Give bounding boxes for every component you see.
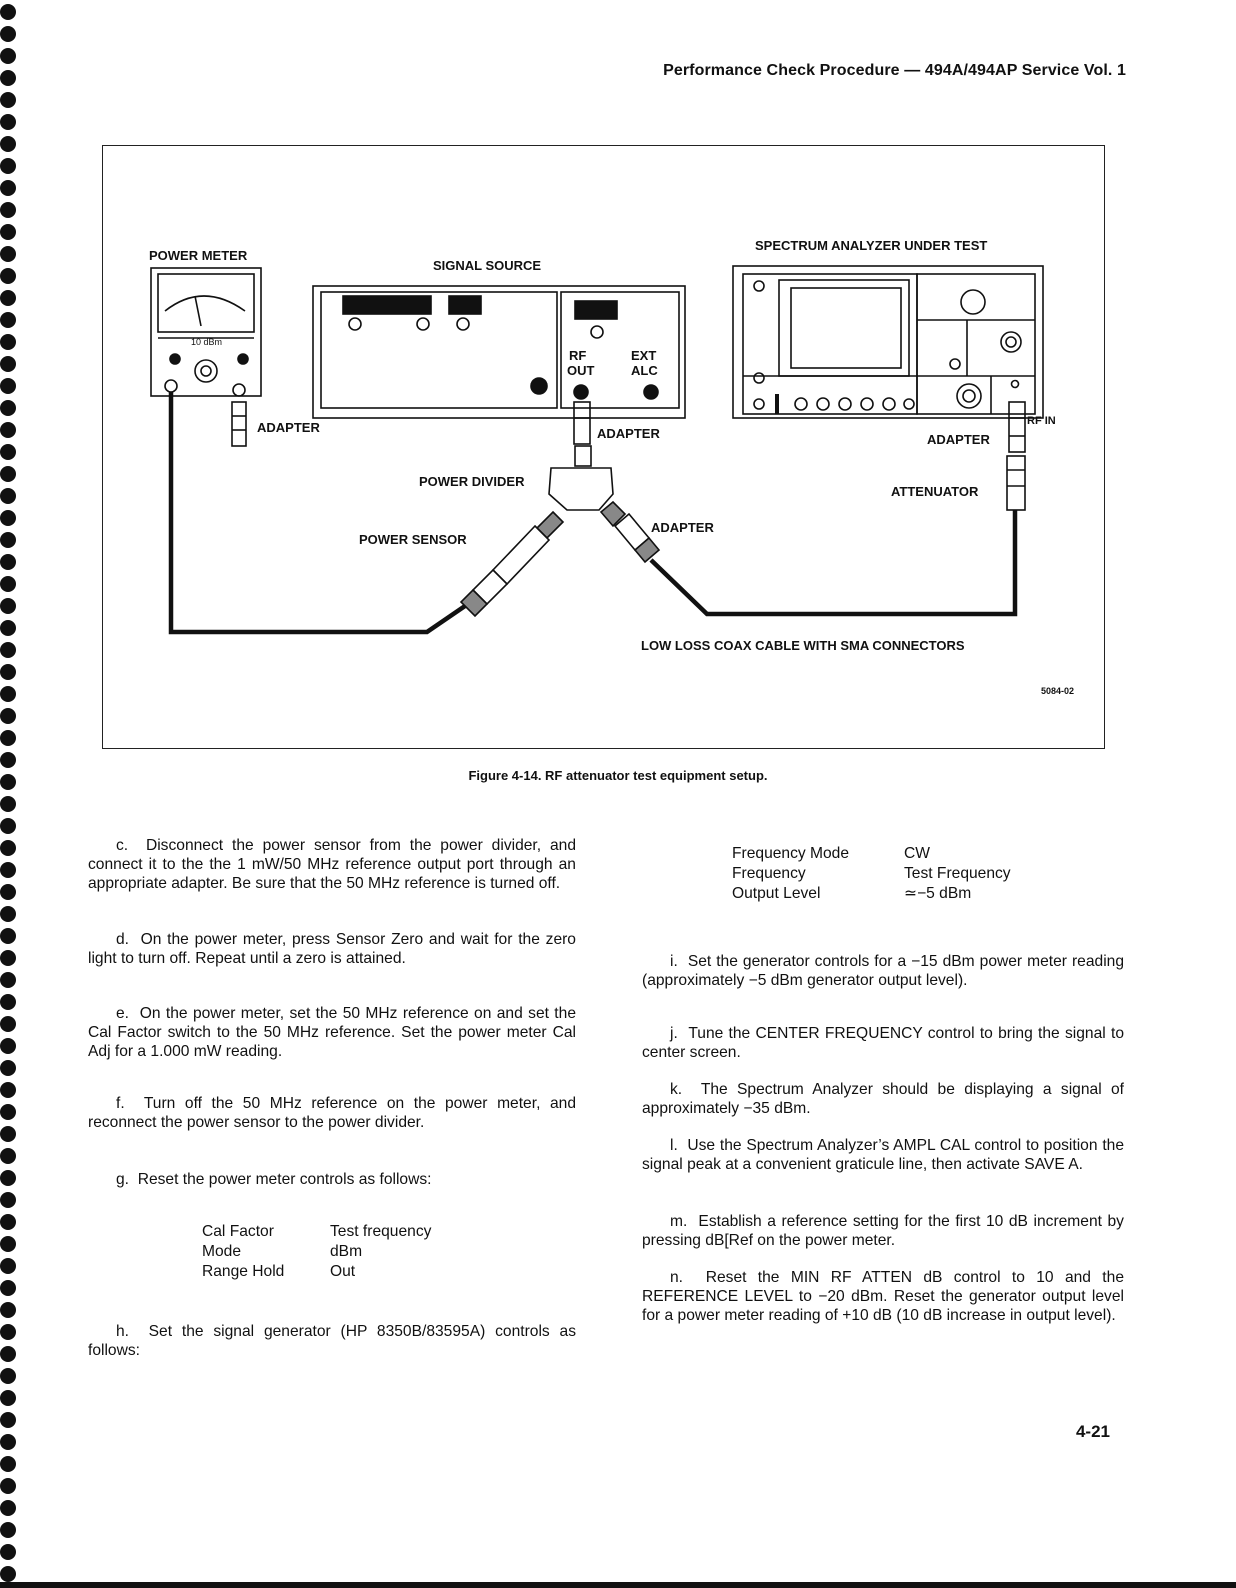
binder-hole xyxy=(0,312,16,328)
binder-hole xyxy=(0,356,16,372)
settings-row: Range Hold Out xyxy=(202,1263,356,1280)
settings-row: Cal Factor Test frequency xyxy=(202,1223,432,1240)
spectrum-analyzer-label: SPECTRUM ANALYZER UNDER TEST xyxy=(755,238,988,253)
binder-hole xyxy=(0,1522,16,1538)
binder-hole xyxy=(0,136,16,152)
settings-row: Mode dBm xyxy=(202,1243,363,1260)
adapter-analyzer-label: ADAPTER xyxy=(927,432,990,447)
binder-hole xyxy=(0,1412,16,1428)
binder-hole xyxy=(0,510,16,526)
binder-hole xyxy=(0,224,16,240)
step-k-text: The Spectrum Analyzer should be displaying a signal of approximately −35 dBm. xyxy=(642,1081,1125,1117)
step-c-lead: c. xyxy=(116,837,129,854)
step-h-text: Set the signal generator (HP 8350B/83595A) controls as follows: xyxy=(88,1323,576,1359)
binder-hole xyxy=(0,70,16,86)
step-c xyxy=(88,836,576,893)
step-n-lead: n. xyxy=(670,1269,684,1286)
binder-hole xyxy=(0,642,16,658)
power-divider xyxy=(549,446,613,510)
binder-hole xyxy=(0,422,16,438)
ext-alc-label-1: EXT xyxy=(631,348,657,363)
binder-hole xyxy=(0,158,16,174)
generator-settings-table xyxy=(732,844,1011,904)
signal-source-label: SIGNAL SOURCE xyxy=(433,258,542,273)
meter-scale-label: 10 dBm xyxy=(191,337,223,347)
binder-hole xyxy=(0,1368,16,1384)
step-l-text: Use the Spectrum Analyzer’s AMPL CAL control to position the signal peak at a convenient graticule line, then activate SAVE A. xyxy=(642,1137,1124,1173)
step-l-lead: l. xyxy=(670,1137,678,1154)
binder-hole xyxy=(0,1060,16,1076)
binder-hole xyxy=(0,752,16,768)
step-h xyxy=(88,1322,576,1360)
step-n xyxy=(642,1268,1124,1325)
step-k-lead: k. xyxy=(670,1081,683,1098)
binder-hole xyxy=(0,1192,16,1208)
rf-out-label-2: OUT xyxy=(567,363,595,378)
power-meter-device xyxy=(151,268,261,446)
binder-hole xyxy=(0,334,16,350)
binder-hole xyxy=(0,466,16,482)
settings-row: Output Level ≃−5 dBm xyxy=(732,885,972,902)
binder-hole xyxy=(0,576,16,592)
power-meter-label: POWER METER xyxy=(149,248,248,263)
step-f-text: Turn off the 50 MHz reference on the power meter, and reconnect the power sensor to the power divider. xyxy=(88,1095,576,1131)
step-m xyxy=(642,1212,1124,1250)
power-meter-settings-table xyxy=(202,1222,431,1282)
binder-hole xyxy=(0,26,16,42)
step-i-text: Set the generator controls for a −15 dBm power meter reading (approximately −5 dBm generator output level). xyxy=(642,953,1125,989)
step-f xyxy=(88,1094,576,1132)
binder-hole xyxy=(0,664,16,680)
binder-hole xyxy=(0,1324,16,1340)
figure-frame xyxy=(102,145,1105,749)
rf-in-label: RF IN xyxy=(1027,415,1056,427)
binder-hole xyxy=(0,1082,16,1098)
binder-hole xyxy=(0,532,16,548)
page-number: 4-21 xyxy=(1075,1422,1110,1441)
step-g-text: Reset the power meter controls as follows: xyxy=(137,1171,432,1188)
setup-diagram xyxy=(103,146,1104,748)
signal-source-device xyxy=(313,286,685,444)
binder-hole xyxy=(0,1390,16,1406)
binder-hole xyxy=(0,1456,16,1472)
step-i-lead: i. xyxy=(670,953,678,970)
step-j-lead: j. xyxy=(670,1025,678,1042)
step-m-text: Establish a reference setting for the first 10 dB increment by pressing dB[Ref on the power meter. xyxy=(642,1213,1124,1249)
step-j xyxy=(642,1024,1124,1062)
binder-hole xyxy=(0,884,16,900)
binder-hole xyxy=(0,488,16,504)
adapter-divider-label: ADAPTER xyxy=(651,520,714,535)
binder-hole xyxy=(0,994,16,1010)
power-sensor xyxy=(461,512,563,616)
binder-hole xyxy=(0,1346,16,1362)
binder-hole xyxy=(0,246,16,262)
attenuator-label: ATTENUATOR xyxy=(891,484,979,499)
binder-hole xyxy=(0,4,16,20)
binder-hole xyxy=(0,598,16,614)
binder-hole xyxy=(0,378,16,394)
binder-hole xyxy=(0,268,16,284)
step-n-text: Reset the MIN RF ATTEN dB control to 10 and the REFERENCE LEVEL to −20 dBm. Reset the generator output level for a power meter reading of +10 dB (10 dB increase in output level). xyxy=(642,1269,1124,1324)
step-e-lead: e. xyxy=(116,1005,130,1022)
binder-hole xyxy=(0,906,16,922)
binder-hole xyxy=(0,1126,16,1142)
step-f-lead: f. xyxy=(116,1095,125,1112)
binder-hole xyxy=(0,92,16,108)
adapter-source-label: ADAPTER xyxy=(597,426,660,441)
binder-hole xyxy=(0,1170,16,1186)
step-e xyxy=(88,1004,576,1061)
step-e-text: On the power meter, set the 50 MHz reference on and set the Cal Factor switch to the 50 MHz reference. Set the power meter Cal Adj for a 1.000 mW reading. xyxy=(88,1005,576,1060)
step-d-text: On the power meter, press Sensor Zero and wait for the zero light to turn off. Repeat until a zero is attained. xyxy=(88,931,576,967)
power-divider-label: POWER DIVIDER xyxy=(419,474,525,489)
cable-label: LOW LOSS COAX CABLE WITH SMA CONNECTORS xyxy=(641,638,965,653)
binder-hole xyxy=(0,444,16,460)
binder-hole xyxy=(0,730,16,746)
ext-alc-label-2: ALC xyxy=(631,363,658,378)
step-j-text: Tune the CENTER FREQUENCY control to bring the signal to center screen. xyxy=(642,1025,1124,1061)
binder-hole xyxy=(0,1214,16,1230)
binder-hole xyxy=(0,202,16,218)
binder-hole xyxy=(0,1302,16,1318)
step-c-text: Disconnect the power sensor from the power divider, and connect it to the the 1 mW/50 MHz reference output port through an appropriate adapter. Be sure that the 50 MHz reference is turned off. xyxy=(88,837,577,892)
scan-edge xyxy=(0,1582,1236,1588)
power-sensor-label: POWER SENSOR xyxy=(359,532,467,547)
binder-hole xyxy=(0,928,16,944)
binder-hole xyxy=(0,1236,16,1252)
binder-hole xyxy=(0,1016,16,1032)
binder-hole xyxy=(0,114,16,130)
binder-hole xyxy=(0,1500,16,1516)
binder-hole xyxy=(0,1258,16,1274)
step-g-lead: g. xyxy=(116,1171,130,1188)
figure-id-label: 5084-02 xyxy=(1041,686,1075,696)
running-header: Performance Check Procedure — 494A/494AP Service Vol. 1 xyxy=(663,62,1126,79)
step-i xyxy=(642,952,1124,990)
binder-hole xyxy=(0,708,16,724)
binder-hole xyxy=(0,1478,16,1494)
figure-caption: Figure 4-14. RF attenuator test equipment setup. xyxy=(468,768,768,783)
binder-hole xyxy=(0,972,16,988)
binder-hole xyxy=(0,950,16,966)
step-d-lead: d. xyxy=(116,931,130,948)
spectrum-analyzer-device xyxy=(733,266,1043,510)
binder-hole xyxy=(0,1566,16,1582)
binder-hole xyxy=(0,1038,16,1054)
step-l xyxy=(642,1136,1124,1174)
step-m-lead: m. xyxy=(670,1213,688,1230)
binder-hole xyxy=(0,620,16,636)
binder-hole xyxy=(0,1148,16,1164)
binder-hole xyxy=(0,1280,16,1296)
binder-hole xyxy=(0,862,16,878)
step-h-lead: h. xyxy=(116,1323,130,1340)
adapter-meter-label: ADAPTER xyxy=(257,420,320,435)
binder-hole xyxy=(0,796,16,812)
step-k xyxy=(642,1080,1124,1118)
binder-hole xyxy=(0,48,16,64)
binder-hole xyxy=(0,400,16,416)
settings-row: Frequency Test Frequency xyxy=(732,865,1011,882)
rf-out-label-1: RF xyxy=(569,348,587,363)
binder-hole xyxy=(0,554,16,570)
binder-holes xyxy=(0,0,20,1588)
binder-hole xyxy=(0,290,16,306)
binder-hole xyxy=(0,1544,16,1560)
step-g xyxy=(88,1170,576,1189)
binder-hole xyxy=(0,1104,16,1120)
binder-hole xyxy=(0,840,16,856)
binder-hole xyxy=(0,180,16,196)
binder-hole xyxy=(0,818,16,834)
binder-hole xyxy=(0,686,16,702)
step-d xyxy=(88,930,576,968)
settings-row: Frequency Mode CW xyxy=(732,845,930,862)
binder-hole xyxy=(0,1434,16,1450)
